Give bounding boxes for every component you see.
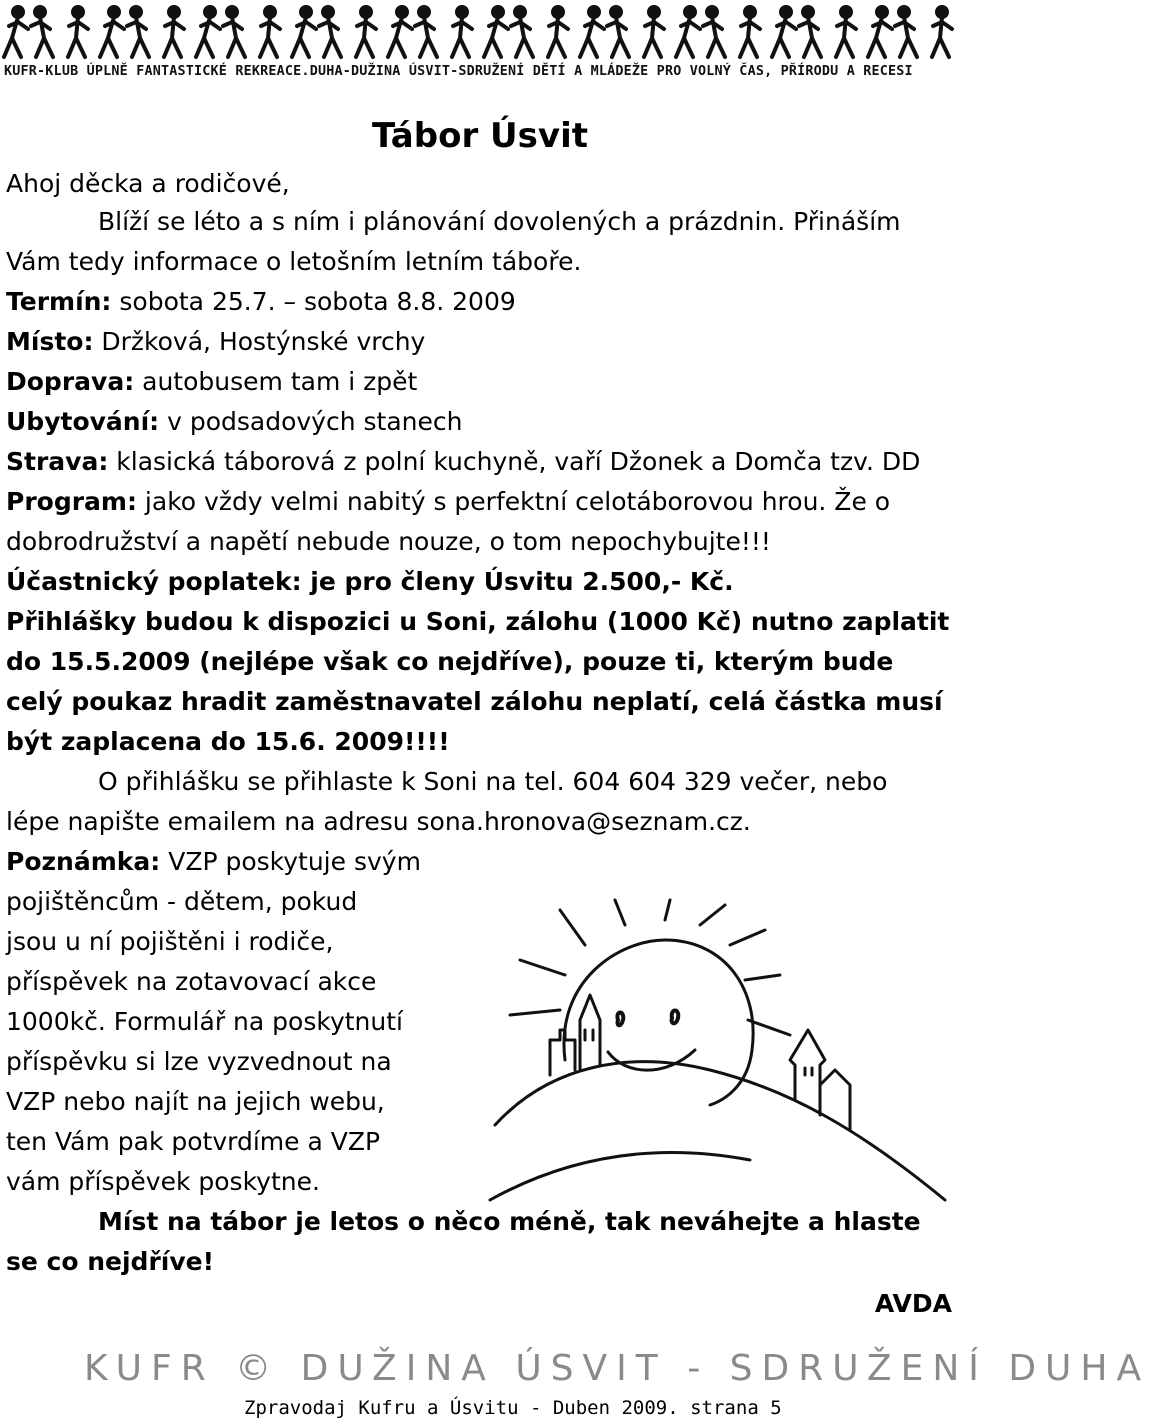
stick-figure [164, 7, 184, 57]
misto-value: Držková, Hostýnské vrchy [93, 327, 426, 356]
closing-line-2: se co nejdříve! [6, 1247, 215, 1276]
strava-label: Strava: [6, 447, 109, 476]
doprava-value: autobusem tam i zpět [134, 367, 418, 396]
poznamka-row [6, 842, 421, 882]
header-figures-illustration [0, 2, 960, 64]
footer-logo: KUFR © DUŽINA ÚSVIT - SDRUŽENÍ DUHA [84, 1348, 1150, 1389]
stick-figure [772, 7, 796, 57]
stick-figure [452, 7, 472, 57]
stick-figure [415, 7, 437, 57]
stick-figure [703, 7, 725, 57]
stick-figure [676, 7, 700, 57]
prihlasky-line-1: Přihlášky budou k dispozici u Soni, zálohu (1000 Kč) nutno zaplatit [6, 607, 950, 636]
stick-figure [799, 7, 821, 57]
strava-row [6, 442, 920, 482]
stick-figure [484, 7, 508, 57]
termin-value: sobota 25.7. – sobota 8.8. 2009 [111, 287, 516, 316]
poznamka-label: Poznámka: [6, 847, 161, 876]
stick-figure [68, 7, 88, 57]
misto-row [6, 322, 425, 362]
signature: AVDA [874, 1289, 952, 1318]
misto-label: Místo: [6, 327, 94, 356]
stick-figure [260, 7, 280, 57]
doprava-label: Doprava: [6, 367, 135, 396]
ubytovani-value: v podsadových stanech [159, 407, 463, 436]
stick-figure [223, 7, 245, 57]
page-title: Tábor Úsvit [372, 116, 588, 156]
stick-figure [932, 7, 952, 57]
poznamka-line-9: vám příspěvek poskytne. [6, 1167, 320, 1196]
stick-figure [388, 7, 412, 57]
poznamka-line-3: jsou u ní pojištěni i rodiče, [6, 927, 334, 956]
stick-figure [196, 7, 220, 57]
stick-figure [292, 7, 316, 57]
stick-figure [511, 7, 533, 57]
stick-figure [868, 7, 892, 57]
poznamka-line-5: 1000kč. Formulář na poskytnutí [6, 1007, 403, 1036]
termin-label: Termín: [6, 287, 112, 316]
program-value: jako vždy velmi nabitý s perfektní celotáborovou hrou. Že o [136, 487, 891, 516]
program-row [6, 482, 890, 522]
stick-figure [100, 7, 124, 57]
footer-note: Zpravodaj Kufru a Úsvitu - Duben 2009. strana 5 [244, 1397, 782, 1419]
closing-line-1: Míst na tábor je letos o něco méně, tak neváhejte a hlaste [98, 1207, 921, 1236]
prihlasky-line-3: celý poukaz hradit zaměstnavatel zálohu neplatí, celá částka musí [6, 687, 943, 716]
stick-figure [740, 7, 760, 57]
stick-figure [127, 7, 149, 57]
stick-figure [836, 7, 856, 57]
poznamka-line-6: příspěvku si lze vyzvednout na [6, 1047, 392, 1076]
stick-figure [4, 7, 28, 57]
ubytovani-label: Ubytování: [6, 407, 160, 436]
stick-figure [356, 7, 376, 57]
stick-figure [895, 7, 917, 57]
prihlasky-line-4: být zaplacena do 15.6. 2009!!!! [6, 727, 450, 756]
stick-figure [548, 7, 568, 57]
intro-line-2: Vám tedy informace o letošním letním táboře. [6, 247, 582, 276]
intro-line-1: Blíží se léto a s ním i plánování dovolených a prázdnin. Přináším [98, 207, 901, 236]
termin-row [6, 282, 516, 322]
greeting: Ahoj děcka a rodičové, [6, 169, 290, 198]
stick-figure [319, 7, 341, 57]
poplatek: Účastnický poplatek: je pro členy Úsvitu 2.500,- Kč. [6, 567, 734, 596]
kontakt-line-2: lépe napište emailem na adresu sona.hronova@seznam.cz. [6, 807, 751, 836]
header-tagline: KUFR-KLUB ÚPLNĚ FANTASTICKÉ REKREACE.DUHA-DUŽINA ÚSVIT-SDRUŽENÍ DĚTÍ A MLÁDEŽE PRO VOLNÝ ČAS, PŘÍRODU A RECESI [4, 64, 913, 79]
program-line-2: dobrodružství a napětí nebude nouze, o tom nepochybujte!!! [6, 527, 771, 556]
stick-figure [607, 7, 629, 57]
poznamka-line-1: VZP poskytuje svým [160, 847, 421, 876]
stick-figure [644, 7, 664, 57]
prihlasky-line-2: do 15.5.2009 (nejlépe však co nejdříve), pouze ti, kterým bude [6, 647, 894, 676]
poznamka-line-8: ten Vám pak potvrdíme a VZP [6, 1127, 381, 1156]
poznamka-line-2: pojištěncům - dětem, pokud [6, 887, 358, 916]
sun-hills-illustration [490, 900, 950, 1210]
ubytovani-row [6, 402, 462, 442]
doprava-row [6, 362, 417, 402]
poznamka-line-4: příspěvek na zotavovací akce [6, 967, 377, 996]
strava-value: klasická táborová z polní kuchyně, vaří Džonek a Domča tzv. DD [108, 447, 921, 476]
stick-figure [31, 7, 53, 57]
kontakt-line-1: O přihlášku se přihlaste k Soni na tel. 604 604 329 večer, nebo [98, 767, 888, 796]
program-label: Program: [6, 487, 137, 516]
stick-figure [580, 7, 604, 57]
poznamka-line-7: VZP nebo najít na jejich webu, [6, 1087, 385, 1116]
